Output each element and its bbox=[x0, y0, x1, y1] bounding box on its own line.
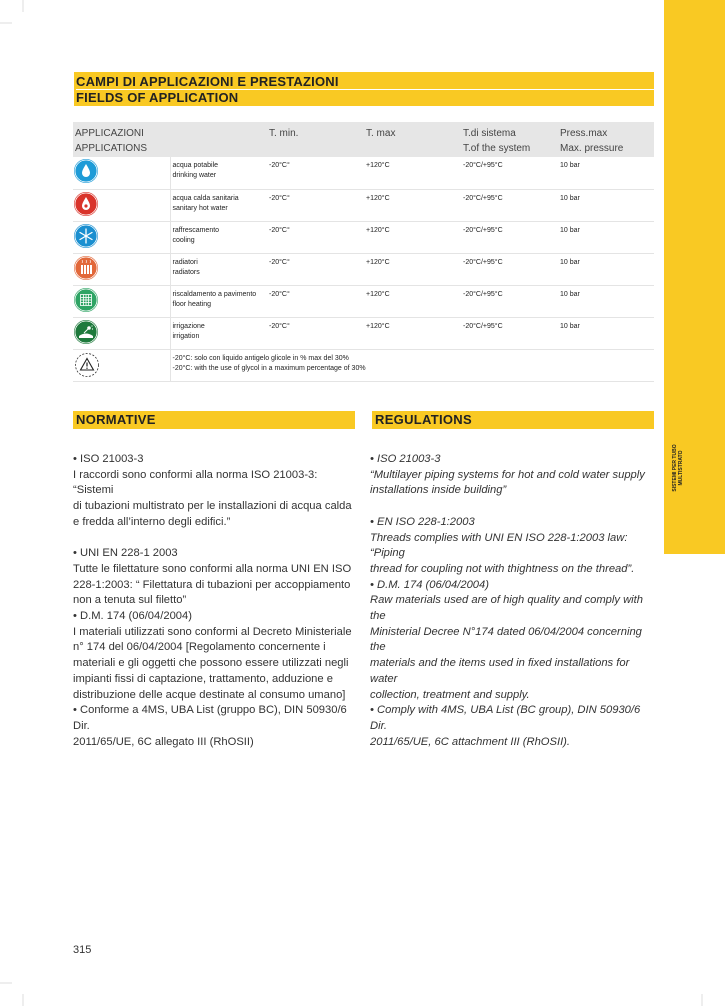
water-drop-icon bbox=[74, 159, 98, 183]
paragraph-gap bbox=[73, 531, 358, 547]
row-label-it: radiatori bbox=[172, 258, 198, 266]
regulations-line: • ISO 21003-3 bbox=[370, 453, 441, 465]
table-row bbox=[73, 253, 654, 285]
regulations-line: • Comply with 4MS, UBA List (BC group), DIN 50930/6 Dir. bbox=[370, 704, 641, 732]
warning-icon bbox=[74, 352, 98, 376]
icon-cell bbox=[73, 317, 170, 349]
normative-line: • UNI EN 228-1 2003 bbox=[73, 547, 178, 560]
regulations-line: installations inside building” bbox=[370, 484, 507, 497]
header-tmax-label: T. max bbox=[366, 128, 396, 139]
table-row bbox=[73, 317, 654, 349]
header-applications bbox=[73, 122, 267, 157]
row-tmin: -20°C° bbox=[267, 253, 364, 285]
crop-mark-bottom-left-v bbox=[22, 994, 24, 1006]
header-press-it: Press.max bbox=[560, 128, 608, 139]
row-tmax: +120°C bbox=[364, 253, 461, 285]
row-label-en: cooling bbox=[172, 236, 195, 244]
row-label-it: acqua calda sanitaria bbox=[172, 194, 239, 202]
regulations-line: • EN ISO 228-1:2003 bbox=[370, 515, 475, 528]
normative-line: 228-1:2003: “ Filettatura di tubazioni per accoppiamento bbox=[73, 578, 351, 591]
header-tsys-en: T.of the system bbox=[463, 143, 531, 154]
row-tsys: -20°C/+95°C bbox=[461, 189, 558, 221]
row-label-en: irrigation bbox=[172, 332, 200, 340]
row-description bbox=[170, 189, 267, 221]
row-tmax: +120°C bbox=[364, 317, 461, 349]
row-press: 10 bar bbox=[558, 253, 654, 285]
side-tab bbox=[664, 0, 725, 554]
row-tmax: +120°C bbox=[364, 285, 461, 317]
regulations-line: thread for coupling not with thightness on the thread”. bbox=[370, 562, 635, 575]
row-label-it: riscaldamento a pavimento bbox=[172, 290, 257, 298]
icon-cell bbox=[73, 157, 170, 189]
row-press: 10 bar bbox=[558, 157, 654, 189]
crop-mark-bottom-left bbox=[0, 982, 12, 984]
header-applications-it: APPLICAZIONI bbox=[75, 128, 144, 139]
table-row bbox=[73, 189, 654, 221]
row-label-it: irrigazione bbox=[172, 322, 205, 330]
crop-mark-bottom-right bbox=[701, 994, 703, 1006]
header-press bbox=[558, 122, 654, 157]
header-tmin bbox=[267, 122, 364, 157]
normative-line: • D.M. 174 (06/04/2004) bbox=[73, 610, 192, 623]
regulations-line: 2011/65/UE, 6C attachment III (RhOSII). bbox=[370, 735, 571, 748]
page-title bbox=[74, 72, 654, 106]
normative-line: I raccordi sono conformi alla norma ISO 21003-3: “Sistemi bbox=[73, 468, 318, 497]
normative-line: impianti fissi di captazione, trattamento, adduzione e bbox=[73, 672, 333, 685]
side-tab-line1: SISTEMI PER TUBO bbox=[672, 444, 678, 492]
regulations-line: “Multilayer piping systems for hot and cold water supply bbox=[370, 468, 645, 481]
paragraph-gap bbox=[370, 499, 658, 515]
row-tsys: -20°C/+95°C bbox=[461, 221, 558, 253]
normative-line: di tubazioni multistrato per le installazioni di acqua calda bbox=[73, 500, 352, 513]
row-label-it: raffrescamento bbox=[172, 226, 220, 234]
row-tmax: +120°C bbox=[364, 221, 461, 253]
icon-cell bbox=[73, 285, 170, 317]
icon-cell bbox=[73, 189, 170, 221]
row-label-en: radiators bbox=[172, 268, 200, 276]
row-tmin: -20°C° bbox=[267, 157, 364, 189]
note-it: -20°C: solo con liquido antigelo glicole in % max del 30% bbox=[172, 354, 349, 362]
side-tab-line2: MULTISTRATO bbox=[678, 450, 684, 486]
row-label-en: drinking water bbox=[172, 172, 217, 179]
hot-water-drop-icon bbox=[74, 192, 98, 216]
row-description bbox=[170, 253, 267, 285]
header-tmax bbox=[364, 122, 461, 157]
applications-table bbox=[73, 122, 654, 382]
icon-cell bbox=[73, 221, 170, 253]
row-description bbox=[170, 285, 267, 317]
row-tmax: +120°C bbox=[364, 157, 461, 189]
row-label-en: sanitary hot water bbox=[172, 204, 228, 212]
header-tsys bbox=[461, 122, 558, 157]
irrigation-icon bbox=[74, 320, 98, 344]
table-note-row bbox=[73, 349, 654, 381]
normative-line: • Conforme a 4MS, UBA List (gruppo BC), DIN 50930/6 Dir. bbox=[73, 704, 347, 732]
row-tsys: -20°C/+95°C bbox=[461, 253, 558, 285]
row-press: 10 bar bbox=[558, 285, 654, 317]
regulations-heading: REGULATIONS bbox=[372, 411, 654, 429]
row-label-it: acqua potabile bbox=[172, 162, 219, 169]
row-press: 10 bar bbox=[558, 317, 654, 349]
normative-line: n° 174 del 06/04/2004 [Regolamento concernente i bbox=[73, 641, 326, 654]
row-label-en: floor heating bbox=[172, 300, 212, 308]
header-tmin-label: T. min. bbox=[269, 128, 299, 139]
regulations-text bbox=[370, 452, 658, 750]
regulations-line: collection, treatment and supply. bbox=[370, 688, 530, 701]
note-text bbox=[170, 349, 654, 381]
regulations-line: Raw materials used are of high quality and comply with the bbox=[370, 594, 643, 623]
regulations-line: Ministerial Decree N°174 dated 06/04/2004 concerning the bbox=[370, 625, 642, 654]
snowflake-icon bbox=[74, 224, 98, 248]
row-tsys: -20°C/+95°C bbox=[461, 317, 558, 349]
radiator-icon bbox=[74, 256, 98, 280]
normative-line: e fredda all’interno degli edifici.” bbox=[73, 515, 231, 528]
normative-line: distribuzione delle acque destinate al consumo umano] bbox=[73, 688, 346, 701]
row-description bbox=[170, 157, 267, 189]
icon-cell bbox=[73, 253, 170, 285]
normative-line: non a tenuta sul filetto” bbox=[73, 594, 187, 607]
row-tmax: +120°C bbox=[364, 189, 461, 221]
crop-mark-top-left-v bbox=[22, 0, 24, 12]
row-tmin: -20°C° bbox=[267, 221, 364, 253]
row-tmin: -20°C° bbox=[267, 285, 364, 317]
normative-line: Tutte le filettature sono conformi alla norma UNI EN ISO bbox=[73, 562, 352, 575]
table-header-row bbox=[73, 122, 654, 157]
table-row bbox=[73, 221, 654, 253]
row-press: 10 bar bbox=[558, 221, 654, 253]
side-tab-label bbox=[672, 408, 684, 528]
crop-mark-top-left bbox=[0, 22, 12, 24]
header-press-en: Max. pressure bbox=[560, 143, 624, 154]
regulations-line: • D.M. 174 (06/04/2004) bbox=[370, 578, 489, 591]
page-title-en: FIELDS OF APPLICATION bbox=[76, 89, 654, 105]
row-tsys: -20°C/+95°C bbox=[461, 285, 558, 317]
header-applications-en: APPLICATIONS bbox=[75, 143, 148, 154]
row-description bbox=[170, 221, 267, 253]
normative-text bbox=[73, 452, 358, 750]
table-row bbox=[73, 157, 654, 189]
row-press: 10 bar bbox=[558, 189, 654, 221]
table-row bbox=[73, 285, 654, 317]
row-tmin: -20°C° bbox=[267, 317, 364, 349]
row-description bbox=[170, 317, 267, 349]
note-en: -20°C: with the use of glycol in a maximum percentage of 30% bbox=[172, 364, 366, 372]
normative-line: I materiali utilizzati sono conformi al Decreto Ministeriale bbox=[73, 625, 352, 638]
page-title-it: CAMPI DI APPLICAZIONI E PRESTAZIONI bbox=[76, 74, 339, 89]
icon-cell bbox=[73, 349, 170, 381]
regulations-line: Threads complies with UNI EN ISO 228-1:2003 law: “Piping bbox=[370, 531, 628, 560]
regulations-line: materials and the items used in fixed installations for water bbox=[370, 657, 630, 685]
row-tmin: -20°C° bbox=[267, 189, 364, 221]
normative-line: 2011/65/UE, 6C allegato III (RhOSII) bbox=[73, 735, 254, 748]
row-tsys: -20°C/+95°C bbox=[461, 157, 558, 189]
header-tsys-it: T.di sistema bbox=[463, 128, 516, 139]
normative-line: • ISO 21003-3 bbox=[73, 453, 144, 465]
floor-heating-icon bbox=[74, 288, 98, 312]
normative-heading: NORMATIVE bbox=[73, 411, 355, 429]
page-number: 315 bbox=[73, 944, 92, 956]
normative-line: materiali e gli oggetti che possono essere utilizzati negli bbox=[73, 657, 349, 670]
